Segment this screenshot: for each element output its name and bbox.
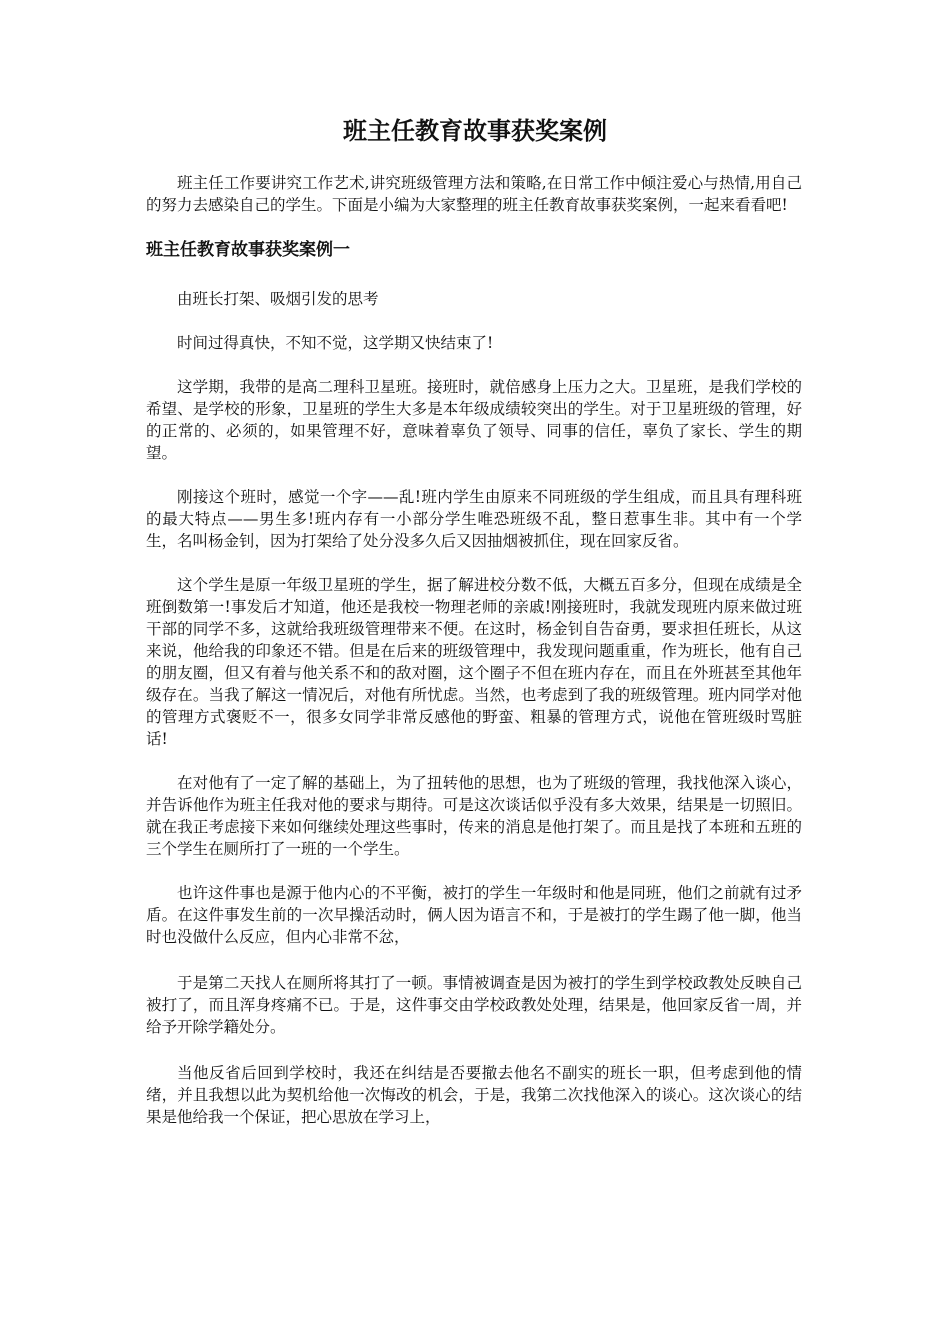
- section-heading: 班主任教育故事获奖案例一: [146, 240, 350, 260]
- intro-paragraph: 班主任工作要讲究工作艺术,讲究班级管理方法和策略,在日常工作中倾注爱心与热情,用自己的努力去感染自己的学生。下面是小编为大家整理的班主任教育故事获奖案例，一起来看看吧!: [146, 174, 802, 214]
- body-paragraph: 这学期，我带的是高二理科卫星班。接班时，就倍感身上压力之大。卫星班，是我们学校的希望、是学校的形象，卫星班的学生大多是本年级成绩较突出的学生。对于卫星班级的管理，好的正常的、必须的，如果管理不好，意味着辜负了领导、同事的信任，辜负了家长、学生的期望。: [146, 378, 802, 462]
- document-body: [146, 172, 802, 1150]
- body-paragraph: 时间过得真快，不知不觉，这学期又快结束了!: [177, 334, 494, 352]
- body-paragraph: 在对他有了一定了解的基础上，为了扭转他的思想，也为了班级的管理，我找他深入谈心，并告诉他作为班主任我对他的要求与期待。可是这次谈话似乎没有多大效果，结果是一切照旧。就在我正考虑接下来如何继续处理这些事时，传来的消息是他打架了。而且是找了本班和五班的三个学生在厕所打了一班的一个学生。: [146, 774, 802, 858]
- body-paragraph: 当他反省后回到学校时，我还在纠结是否要撤去他名不副实的班长一职，但考虑到他的情绪，并且我想以此为契机给他一次悔改的机会，于是，我第二次找他深入的谈心。这次谈心的结果是他给我一个保证，把心思放在学习上，: [146, 1064, 802, 1126]
- subtitle-paragraph: 由班长打架、吸烟引发的思考: [177, 290, 379, 308]
- body-paragraph: 这个学生是原一年级卫星班的学生，据了解进校分数不低，大概五百多分，但现在成绩是全班倒数第一!事发后才知道，他还是我校一物理老师的亲戚!刚接班时，我就发现班内原来做过班干部的同学不多，这就给我班级管理带来不便。在这时，杨金钊自告奋勇，要求担任班长，从这来说，他给我的印象还不错。但是在后来的班级管理中，我发现问题重重，作为班长，他有自己的朋友圈，但又有着与他关系不和的敌对圈，这个圈子不但在班内存在，而且在外班甚至其他年级存在。当我了解这一情况后，对他有所忧虑。当然，也考虑到了我的班级管理。班内同学对他的管理方式褒贬不一，很多女同学非常反感他的野蛮、粗暴的管理方式，说他在管班级时骂脏话!: [146, 576, 802, 748]
- body-paragraph: 也许这件事也是源于他内心的不平衡，被打的学生一年级时和他是同班，他们之前就有过矛盾。在这件事发生前的一次早操活动时，俩人因为语言不和，于是被打的学生踢了他一脚，他当时也没做什么反应，但内心非常不忿，: [146, 884, 802, 946]
- body-paragraph: 刚接这个班时，感觉一个字——乱!班内学生由原来不同班级的学生组成，而且具有理科班的最大特点——男生多!班内存有一小部分学生唯恐班级不乱，整日惹事生非。其中有一个学生，名叫杨金钊，因为打架给了处分没多久后又因抽烟被抓住，现在回家反省。: [146, 488, 802, 550]
- document-title: 班主任教育故事获奖案例: [343, 117, 607, 145]
- body-paragraph: 于是第二天找人在厕所将其打了一顿。事情被调查是因为被打的学生到学校政教处反映自己被打了，而且浑身疼痛不已。于是，这件事交由学校政教处处理，结果是，他回家反省一周，并给予开除学籍处分。: [146, 974, 802, 1036]
